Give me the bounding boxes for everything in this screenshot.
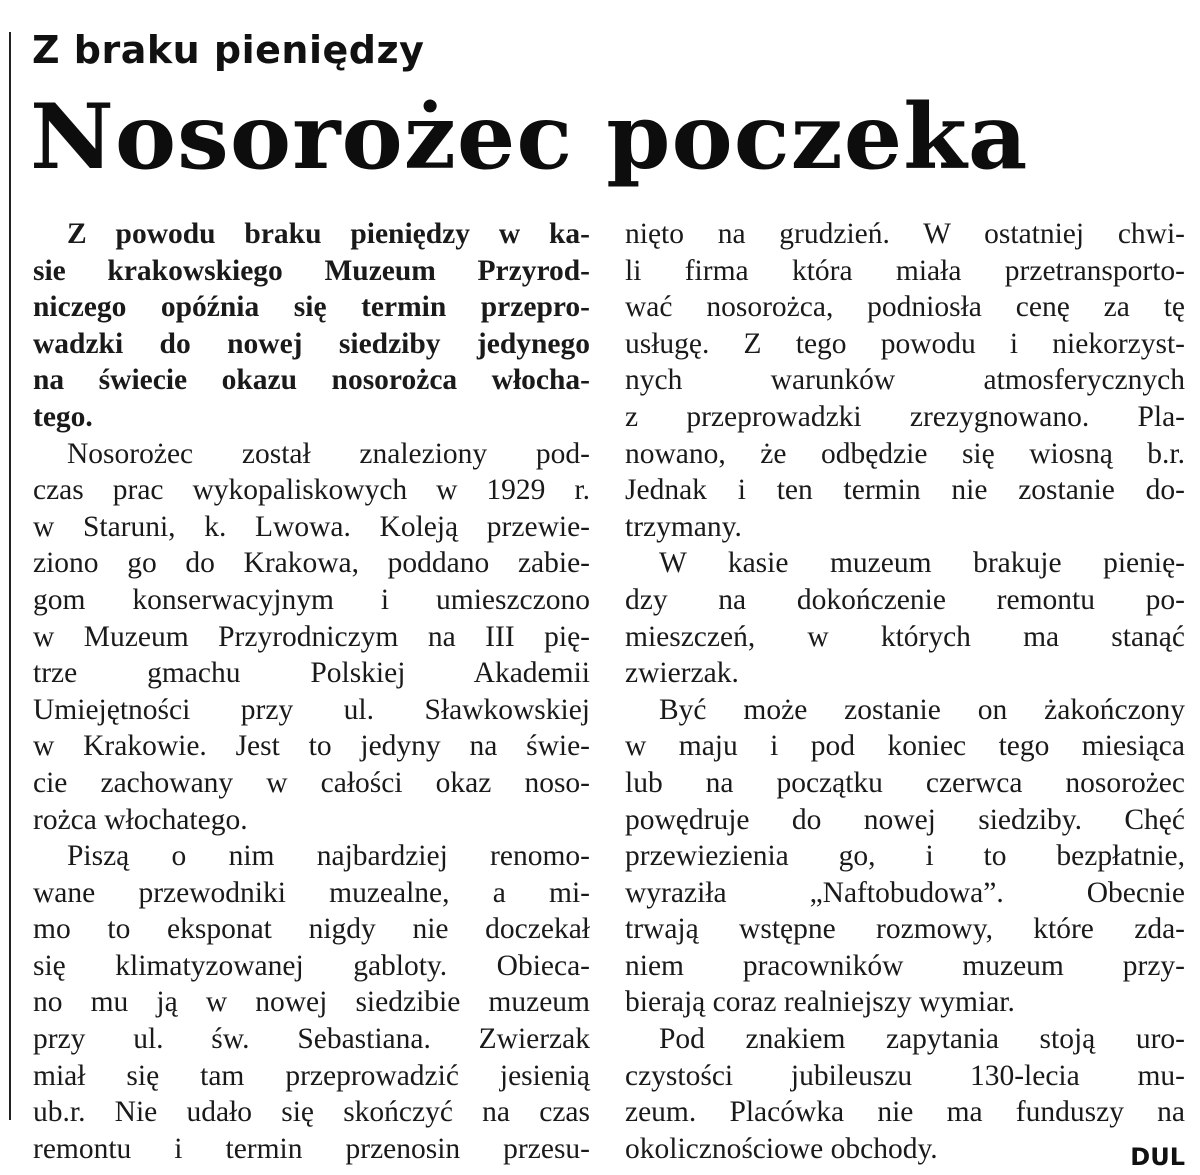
text-line: W kasie muzeum brakuje pienię- [659,547,1185,580]
paragraph [33,838,590,1167]
text-line: powędruje do nowej siedziby. Chęć [625,803,1185,836]
text-line: niczego opóźnia się termin przepro- [33,291,590,324]
text-line: mieszczeń, w których ma stanąć [625,620,1185,653]
text-line: Jednak i ten termin nie zostanie do- [625,474,1185,507]
text-line: przy ul. św. Sebastiana. Zwierzak [33,1023,590,1056]
text-line: dzy na dokończenie remontu po- [625,583,1185,616]
closing-line [625,1131,1185,1171]
text-line: Piszą o nim najbardziej renomo- [67,840,590,873]
kicker: Z braku pieniędzy [32,28,425,72]
text-line: sie krakowskiego Muzeum Przyrod- [33,254,590,287]
text-line: remontu i termin przenosin przesu- [33,1132,590,1165]
text-line: wyraziła „Naftobudowa”. Obecnie [625,876,1185,909]
text-line: usługę. Z tego powodu i niekorzyst- [625,327,1185,360]
text-line: przewiezienia go, i to bezpłatnie, [625,840,1185,873]
text-line: nięto na grudzień. W ostatniej chwi- [625,218,1185,250]
text-line: bierają coraz realniejszy wymiar. [625,986,1015,1019]
text-line: trwają wstępne rozmowy, które zda- [625,913,1185,946]
text-line: cie zachowany w całości okaz noso- [33,766,590,799]
text-line: zwierzak. [625,657,739,690]
text-line: no mu ją w nowej siedzibie muzeum [33,986,590,1019]
paragraph [625,216,1185,545]
text-line: rożca włochatego. [33,803,248,836]
text-line: ub.r. Nie udało się skończyć na czas [33,1096,590,1129]
text-line: niem pracowników muzeum przy- [625,949,1185,982]
left-column [33,216,590,1167]
text-line: wadzki do nowej siedziby jedynego [33,327,590,360]
text-line: na świecie okazu nosorożca włocha- [33,364,590,397]
text-line: li firma która miała przetransporto- [625,254,1185,287]
text-line: Z powodu braku pieniędzy w ka- [67,218,590,250]
text-line: nowano, że odbędzie się wiosną b.r. [625,437,1185,470]
headline: Nosorożec poczeka [30,84,1029,190]
text-line: okolicznościowe obchody. [625,1132,938,1165]
paragraph [625,545,1185,691]
byline: DUL [1130,1142,1185,1171]
paragraph [625,692,1185,1021]
text-line: Pod znakiem zapytania stoją uro- [659,1023,1185,1056]
text-line: Być może zostanie on żakończony [659,693,1185,726]
lead-paragraph [33,216,590,436]
text-line: czas prac wykopaliskowych w 1929 r. [33,474,590,507]
column-rule [9,32,11,1120]
text-line: ziono go do Krakowa, poddano zabie- [33,547,590,580]
text-line: się klimatyzowanej gabloty. Obieca- [33,949,590,982]
text-line: gom konserwacyjnym i umieszczono [33,583,590,616]
text-line: czystości jubileuszu 130-lecia mu- [625,1059,1185,1092]
text-line: z przeprowadzki zrezygnowano. Pla- [625,400,1185,433]
text-line: w Muzeum Przyrodniczym na III pię- [33,620,590,653]
text-line: mo to eksponat nigdy nie doczekał [33,913,590,946]
text-line: w maju i pod koniec tego miesiąca [625,730,1185,763]
text-line: nych warunków atmosferycznych [625,364,1185,397]
text-line: trze gmachu Polskiej Akademii [33,657,590,690]
text-line: trzymany. [625,510,742,543]
text-line: Umiejętności przy ul. Sławkowskiej [33,693,590,726]
paragraph [625,1021,1185,1171]
text-line: w Staruni, k. Lwowa. Koleją przewie- [33,510,590,543]
right-column [625,216,1185,1171]
text-line: tego. [33,400,93,433]
text-line: Nosorożec został znaleziony pod- [67,437,590,470]
text-line: wać nosorożca, podniosła cenę za tę [625,291,1185,324]
text-line: wane przewodniki muzealne, a mi- [33,876,590,909]
text-line: w Krakowie. Jest to jedyny na świe- [33,730,590,763]
text-line: miał się tam przeprowadzić jesienią [33,1059,590,1092]
text-line: zeum. Placówka nie ma funduszy na [625,1096,1185,1129]
text-line: lub na początku czerwca nosorożec [625,766,1185,799]
paragraph [33,436,590,839]
